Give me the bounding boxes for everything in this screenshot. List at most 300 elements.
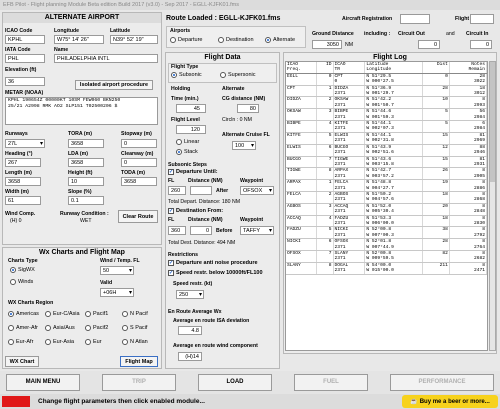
speed-restr-check[interactable] [168,270,263,276]
table-cell: 2 [317,97,333,109]
icao-label: ICAO Code [5,28,33,34]
isa-deviation-label: Average en route ISA deviation [173,318,250,324]
departure-until-label: Departure Until: [176,169,218,175]
iata-field[interactable]: PHL [5,54,45,63]
region-radio-label: Eur-C/Asia [53,311,80,317]
length-label: Length (m) [5,170,32,176]
destination-radio-dot [218,37,224,43]
runway-select[interactable]: 27L ▾ [5,139,45,148]
dep-waypoint-label: Waypoint [240,178,264,184]
ground-distance-field[interactable]: 3050 [312,40,342,49]
table-cell: 8 2471 [449,262,486,274]
log-col-header: Dist [423,62,450,73]
region-radio-dot [8,339,14,345]
stopway-field[interactable]: 0 [121,139,157,148]
table-row[interactable] [286,251,487,263]
departure-radio[interactable] [170,37,202,43]
table-row[interactable] [286,97,487,109]
table-cell: DOGAL 2371 [333,262,365,274]
table-cell: 19 [423,180,450,192]
flight-map-button[interactable]: Flight Map [120,356,158,367]
table-cell: OFSOX 2371 [333,239,365,251]
wx-charts-panel [2,247,162,369]
total-depart-distance: Total Depart. Distance: 180 NM [168,199,241,205]
table-cell: ARPAX 2371 [333,168,365,180]
table-cell: 2 [317,191,333,203]
table-cell: N 51°43.9 W 002°51.6 [365,144,423,156]
table-cell: 8 2848 [449,203,486,215]
table-cell: 4 [317,215,333,227]
region-radio-dot [8,325,14,331]
longitude-field[interactable]: W75° 14' 26" [54,35,104,44]
table-cell: KITFE [286,132,317,144]
region-radio-label: Americas [16,311,39,317]
time-field[interactable]: 45 [176,104,206,113]
subsonic-radio-label: Subsonic [179,72,202,78]
dep-fl-label: FL [168,178,175,184]
region-radio-label: Eur-Asia [53,339,75,345]
table-cell: N 54°00.0 W 015°00.0 [365,262,423,274]
table-cell: N 52°00.8 W 009°59.5 [365,251,423,263]
table-cell: 8 2886 [449,180,486,192]
table-cell: DIDZA [286,97,317,109]
winds-radio-dot [10,279,16,285]
width-field[interactable]: 61 [5,196,41,205]
dep-dist-label: Distance (NM) [188,178,223,184]
table-row[interactable] [286,191,487,203]
region-radio-amer-afr[interactable] [8,325,38,331]
departure-until-check[interactable] [168,169,218,175]
table-row[interactable] [286,262,487,274]
wind-temp-label: Wind / Temp. FL [100,258,140,264]
table-cell: SLANY [286,262,317,274]
region-radio-label: Asia/Aus [53,325,75,331]
flight-type-label: Flight Type [171,64,199,70]
table-cell: 8 2682 [449,251,486,263]
dest-waypoint-label: Waypoint [240,217,264,223]
table-cell: 6 [317,144,333,156]
wind-component-field[interactable]: (H)14 [178,352,202,361]
cg-distance-label: CG distance (NM) [222,96,266,102]
table-cell: 28 [423,239,450,251]
region-radio-s-pacif[interactable] [122,325,147,331]
metar-label: METAR (NOAA) [5,90,44,96]
table-cell: 8 2764 [449,239,486,251]
alternate-cruise-label: Alternate Cruise FL [222,132,270,138]
table-cell: 8 2792 [449,227,486,239]
including-label: including : [364,31,391,37]
table-cell: 8 2905 [449,168,486,180]
before-label: Before [216,228,233,234]
table-cell: 18 3012 [449,85,486,97]
lda-label: LDA (m) [68,151,88,157]
wx-region-label: WX Charts Region [8,300,54,306]
log-col-header: Latitude Longitude [365,62,423,73]
dest-dist-field[interactable]: 0 [190,226,212,235]
region-radio-eur-asia[interactable] [45,339,74,345]
subsonic-steps-label: Subsonic Steps [168,162,207,168]
table-cell: 26 [423,168,450,180]
table-cell: 6 2984 [449,121,486,133]
flight-field[interactable] [470,14,494,24]
region-radio-dot [45,311,51,317]
isa-deviation-field[interactable]: 4.8 [178,326,202,335]
flight-level-field[interactable]: 120 [176,125,206,134]
table-cell: NICKI [286,239,317,251]
dest-fl-field[interactable]: 360 [168,226,186,235]
dep-fl-field[interactable]: 260 [168,186,186,195]
table-cell: N 51°50.2 W 004°57.6 [365,191,423,203]
speed-restr-checkbox: ✓ [169,270,174,276]
region-radio-dot [122,311,128,317]
table-cell: CPT [286,85,317,97]
table-cell: AGBOS 2371 [333,191,365,203]
lda-field[interactable]: 3658 [68,158,104,167]
table-cell: BIBPE [286,121,317,133]
supersonic-radio-dot [220,72,226,78]
buy-beer-button[interactable] [402,395,498,408]
after-label: After [216,188,229,194]
name-field[interactable]: PHILADELPHIA INTL [54,54,158,63]
region-radio-eur[interactable] [85,339,102,345]
table-cell: ARPAX [286,180,317,192]
heading-label: Heading (°) [5,151,33,157]
performance-button[interactable]: PERFORMANCE [390,374,494,391]
alternate-radio[interactable] [265,37,295,43]
region-radio-n-atlan[interactable] [122,339,148,345]
region-radio-dot [8,311,14,317]
beer-icon: ☕ [410,399,418,405]
flight-log-scroll-thumb[interactable] [490,62,495,182]
winds-radio-label: Winds [18,279,34,285]
wind-comp-value: (H) 0 [10,218,22,224]
table-row[interactable] [286,180,487,192]
and-label: and [446,31,455,37]
table-cell: 12 [423,144,450,156]
linear-radio[interactable] [176,139,199,145]
region-radio-eur-afr[interactable] [8,339,33,345]
dep-waypoint-select[interactable]: OFSOX ▾ [240,186,274,195]
departure-radio-dot [170,37,176,43]
table-cell: AGBOS [286,203,317,215]
region-radio-pacif1[interactable] [85,311,108,317]
dest-fl-label: FL [168,217,175,223]
region-radio-americas[interactable] [8,311,39,317]
table-cell: 88 2946 [449,144,486,156]
region-radio-label: Pacif1 [93,311,109,317]
table-cell: 8 2868 [449,191,486,203]
length-field[interactable]: 3658 [5,177,41,186]
latitude-field[interactable]: N39° 52' 19" [110,35,158,44]
icao-field[interactable]: KPHL [5,35,45,44]
table-row[interactable] [286,144,487,156]
subsonic-radio[interactable] [171,72,202,78]
toda-label: TODA (m) [121,170,145,176]
table-row[interactable] [286,168,487,180]
tora-label: TORA (m) [68,131,92,137]
table-cell: 0 [317,73,333,85]
region-radio-dot [85,339,91,345]
departure-until-checkbox: ✓ [169,169,174,175]
circuit-out-field[interactable]: 0 [418,40,440,49]
region-radio-dot [45,339,51,345]
metar-field[interactable]: KPHL 190654Z 00000KT 10SM FEW060 BKN250 25/21 A2998 RMK AO2 SLP151 T02500206 $ [5,97,158,125]
route-loaded-label: Route Loaded : EGLL-KJFK01.fms [166,15,281,22]
table-cell: 18 [423,191,450,203]
destination-from-label: Destination From: [176,208,224,214]
destination-radio-label: Destination [226,37,254,43]
departure-radio-label: Departure [178,37,203,43]
runway-condition-label: Runway Condition : [60,211,109,217]
region-radio-eur-c-asia[interactable] [45,311,80,317]
table-row[interactable] [286,203,487,215]
width-label: Width (m) [5,189,29,195]
table-cell: TIGWE [286,168,317,180]
stopway-label: Stopway (m) [121,131,152,137]
wx-chart-button[interactable]: WX Chart [5,356,39,367]
region-radio-label: Eur [93,339,102,345]
region-radio-label: Eur-Afr [16,339,34,345]
table-cell: N 51°36.9 W 001°29.7 [365,85,423,97]
table-row[interactable] [286,156,487,168]
table-cell: 5 [423,109,450,121]
region-radio-asia-aus[interactable] [45,325,75,331]
table-cell: N 51°48.8 W 004°27.7 [365,180,423,192]
region-radio-n-pacif[interactable] [122,311,148,317]
speed-restr-kt-label: Speed restr. (kt) [173,281,213,287]
table-cell: 20 [423,203,450,215]
table-cell: N 51°44.6 W 001°59.3 [365,109,423,121]
alternate-airport-title: ALTERNATE AIRPORT [3,13,161,23]
total-dest-distance: Total Dest. Distance: 494 NM [168,240,236,246]
table-cell: N 51°42.7 W 003°57.2 [365,168,423,180]
table-row[interactable] [286,109,487,121]
main-menu-button[interactable]: MAIN MENU [6,374,80,391]
region-radio-dot [85,311,91,317]
flight-log-table[interactable] [285,61,488,351]
table-cell: FADZU [286,227,317,239]
time-label: Time (min.) [171,96,199,102]
table-row[interactable] [286,239,487,251]
restrictions-label: Restrictions [168,252,198,258]
speed-restr-select[interactable]: 250 ▾ [176,290,204,299]
wind-temp-select[interactable]: 50 ▾ [100,266,134,275]
table-cell: 8 [317,168,333,180]
alternate-cruise-select[interactable]: 100 ▾ [232,141,256,150]
toda-field[interactable]: 3658 [121,177,157,186]
table-cell: N 51°44.1 W 002°31.8 [365,132,423,144]
region-radio-pacif2[interactable] [85,325,108,331]
table-cell: N 52°01.8 W 007°44.9 [365,239,423,251]
table-cell: 82 [423,251,450,263]
flight-label: Flight [455,16,470,22]
ground-distance-unit: NM [345,42,354,48]
stack-radio-label: Stack [184,149,198,155]
slope-field[interactable]: 0.1 [68,196,104,205]
isolated-airport-button[interactable]: Isolated airport procedure [75,80,153,90]
dest-waypoint-select[interactable]: TAFFY ▾ [240,226,274,235]
table-cell: 8 [317,262,333,274]
clearway-field[interactable]: 0 [121,158,157,167]
status-message: Change flight parameters then click enabled module... [38,398,205,405]
table-cell: 38 [423,227,450,239]
slope-label: Slope (%) [68,189,92,195]
flight-log-scrollbar[interactable] [489,61,496,351]
elevation-field[interactable]: 36 [5,77,45,86]
clearway-label: Clearway (m) [121,151,154,157]
flight-data-title: Flight Data [166,53,279,63]
sigwx-radio[interactable] [10,267,35,273]
region-radio-label: N Pacif [130,311,148,317]
region-radio-label: S Pacif [130,325,148,331]
table-cell: N 51°53.3 W 006°00.0 [365,215,423,227]
table-cell: OFSOX [286,251,317,263]
dep-dist-field[interactable] [190,186,212,195]
table-cell: FELCA 2371 [333,180,365,192]
wind-component-label: Average en route wind component [173,343,258,349]
table-cell: KITFE 2371 [333,121,365,133]
log-col-header: ICAO TR [333,62,365,73]
circln-label: Circln : 0 NM [222,117,252,123]
table-cell: NICKI 2371 [333,227,365,239]
subsonic-radio-dot [171,72,177,78]
table-cell: 0 [423,73,450,85]
table-cell: N 52°00.8 W 007°00.3 [365,227,423,239]
valid-label: Valid [100,280,113,286]
table-cell: CPT 0 [333,73,365,85]
table-cell: TIGWE 2371 [333,156,365,168]
stack-radio[interactable] [176,149,198,155]
table-cell: 3 [317,109,333,121]
region-radio-dot [85,325,91,331]
status-indicator [2,396,30,407]
latitude-label: Latitude [110,28,131,34]
region-radio-dot [122,325,128,331]
supersonic-radio-label: Supersonic [228,72,256,78]
table-cell: 1 [317,180,333,192]
table-cell: FELCA [286,191,317,203]
dest-dist-label: Distance (NM) [188,217,223,223]
runways-label: Runways [5,131,28,137]
circuit-in-label: Circuit In [466,31,489,37]
table-row[interactable] [286,73,487,85]
table-cell: ACCAQ [286,215,317,227]
runway-condition-value: WET [80,218,92,224]
region-radio-dot [45,325,51,331]
table-row[interactable] [286,132,487,144]
table-cell: DIDZA 2371 [333,85,365,97]
table-cell: N 51°42.2 W 001°50.7 [365,97,423,109]
name-label: Name [54,47,69,53]
flight-log-header-row [286,62,487,73]
table-cell: 6 [317,239,333,251]
destination-radio[interactable] [218,37,254,43]
table-cell: 8 2993 [449,97,486,109]
table-cell: 7 [317,156,333,168]
table-cell: 10 [423,97,450,109]
height-label: Height (ft) [68,170,93,176]
sigwx-radio-label: SigWX [18,267,35,273]
region-radio-dot [122,339,128,345]
airports-label: Airports [170,28,191,34]
table-cell: ELWIS [286,144,317,156]
linear-radio-dot [176,139,182,145]
table-row[interactable] [286,227,487,239]
longitude-label: Longitude [54,28,80,34]
tora-field[interactable]: 3658 [68,139,104,148]
fuel-button[interactable]: FUEL [294,374,368,391]
cg-distance-field[interactable]: 80 [237,104,259,113]
heading-field[interactable]: 267 [5,158,41,167]
holding-label: Holding [171,86,191,92]
destination-from-check[interactable] [168,208,223,214]
flight-log-title: Flight Log [284,53,496,63]
table-cell: 5 [423,121,450,133]
table-cell: N 51°43.6 W 003°15.8 [365,156,423,168]
elevation-label: Elevation (ft) [5,67,37,73]
table-cell: 4 [317,121,333,133]
valid-select[interactable]: +06H ▾ [100,288,134,297]
anti-noise-checkbox: ✓ [169,260,174,266]
linear-radio-label: Linear [184,139,200,145]
height-field[interactable]: 10 [68,177,104,186]
aircraft-reg-field[interactable] [400,14,430,24]
winds-radio[interactable] [10,279,33,285]
load-button[interactable]: LOAD [198,374,272,391]
table-cell: 15 [423,132,450,144]
table-cell: 1 [317,85,333,97]
table-cell: OKSAW 2371 [333,97,365,109]
charts-type-label: Charts Type [8,258,38,264]
ground-distance-label: Ground Distance [312,31,354,37]
log-col-header: ID [317,62,333,73]
alternate-radio-label: Alternate [273,37,296,43]
table-cell: BIBPE 2371 [333,109,365,121]
anti-noise-check[interactable] [168,260,258,266]
table-cell: ACCAQ 2371 [333,203,365,215]
flight-log-body [286,73,487,274]
table-cell: N 51°44.1 W 002°07.3 [365,121,423,133]
aircraft-reg-label: Aircraft Registration [342,16,393,22]
trip-button[interactable]: TRIP [102,374,176,391]
table-cell: 7 [317,251,333,263]
table-cell: OKSAW [286,109,317,121]
log-col-header: ICAO Freq. [286,62,317,73]
table-cell: 8 2830 [449,215,486,227]
table-cell: 5 [317,132,333,144]
table-cell: BUCGO [286,156,317,168]
circuit-out-label: Circuit Out [398,31,425,37]
alternate-section-label: Alternate [222,86,245,92]
supersonic-radio[interactable] [220,72,256,78]
sigwx-radio-dot [10,267,16,273]
stack-radio-dot [176,149,182,155]
table-cell: 56 2984 [449,109,486,121]
buy-beer-label: Buy me a beer or more... [419,398,490,405]
clear-route-button[interactable]: Clear Route [118,210,158,223]
table-cell: EGLL [286,73,317,85]
table-cell: N 51°29.5 W 000°27.5 [365,73,423,85]
table-row[interactable] [286,215,487,227]
table-cell: 28 [423,85,450,97]
table-cell: BUCGO 2371 [333,144,365,156]
circuit-in-field[interactable]: 0 [470,40,492,49]
table-cell: 81 2931 [449,156,486,168]
region-radio-label: N Atlan [130,339,148,345]
table-row[interactable] [286,121,487,133]
region-radio-label: Amer-Afr [16,325,38,331]
table-row[interactable] [286,85,487,97]
